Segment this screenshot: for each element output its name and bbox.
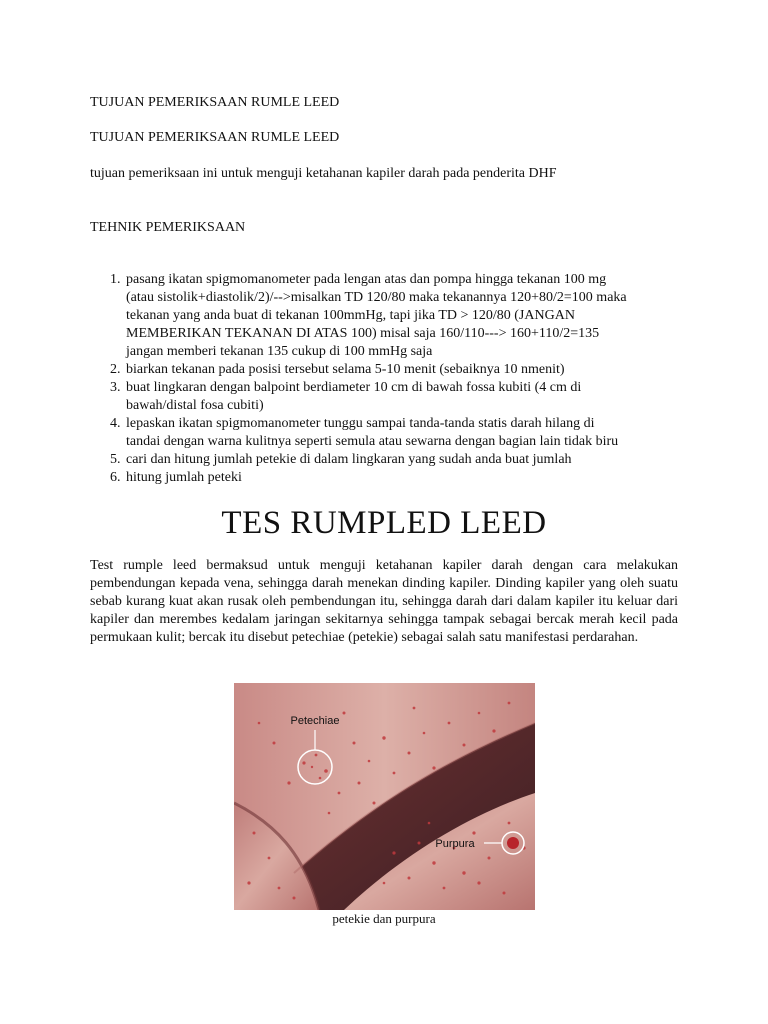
step-line: (atau sistolik+diastolik/2)/-->misalkan TD 120/80 maka tekanannya 120+80/2=100 maka <box>126 290 627 305</box>
step-line: pasang ikatan spigmomanometer pada lengan atas dan pompa hingga tekanan 100 mg <box>126 272 607 287</box>
figure-caption: petekie dan purpura <box>332 911 436 926</box>
technique-step <box>90 379 678 415</box>
document-title: TES RUMPLED LEED <box>221 505 547 541</box>
heading-tujuan-2: TUJUAN PEMERIKSAAN RUMLE LEED <box>90 130 340 145</box>
technique-steps-list <box>90 271 678 487</box>
step-number: 6. <box>110 470 121 485</box>
step-line: biarkan tekanan pada posisi tersebut selama 5-10 menit (sebaiknya 10 nmenit) <box>126 362 565 377</box>
step-line: cari dan hitung jumlah petekie di dalam lingkaran yang sudah anda buat jumlah <box>126 452 572 467</box>
petechiae-label: Petechiae <box>290 715 340 727</box>
technique-heading: TEHNIK PEMERIKSAAN <box>90 220 246 235</box>
document-page <box>90 0 678 1024</box>
step-line: jangan memberi tekanan 135 cukup di 100 mmHg saja <box>126 344 433 359</box>
heading-tujuan-1: TUJUAN PEMERIKSAAN RUMLE LEED <box>90 95 340 110</box>
technique-step <box>90 415 678 451</box>
petechiae-purpura-photo <box>234 683 535 910</box>
step-line: lepaskan ikatan spigmomanometer tunggu sampai tanda-tanda statis darah hilang di <box>126 416 595 431</box>
technique-step <box>90 451 678 469</box>
step-number: 5. <box>110 452 121 467</box>
step-line: MEMBERIKAN TEKANAN DI ATAS 100) misal saja 160/110---> 160+110/2=135 <box>126 326 600 341</box>
technique-step <box>90 361 678 379</box>
step-number: 2. <box>110 362 121 377</box>
step-number: 4. <box>110 416 121 431</box>
step-number: 3. <box>110 380 121 395</box>
step-line: tandai dengan warna kulitnya seperti semula atau sewarna dengan bagian lain tidak biru <box>126 434 619 449</box>
step-number: 1. <box>110 272 121 287</box>
technique-step <box>90 271 678 361</box>
body-paragraph: Test rumple leed bermaksud untuk menguji ketahanan kapiler darah dengan cara melakukan pembendungan kepada vena, sehingga darah menekan dinding kapiler. Dinding kapiler yang oleh suatu sebab kurang kuat akan rusak oleh pembendungan itu, sehingga darah dari dalam kapiler itu keluar dari kapiler dan merembes kedalam jaringan sekitarnya sehingga tampak sebagai bercak merah kecil pada permukaan kulit; bercak itu disebut petechiae (petekie) sebagai salah satu manifestasi perdarahan. <box>90 558 678 645</box>
step-line: bawah/distal fosa cubiti) <box>126 398 264 413</box>
technique-step <box>90 469 678 487</box>
purpose-text: tujuan pemeriksaan ini untuk menguji ketahanan kapiler darah pada penderita DHF <box>90 166 557 181</box>
step-line: tekanan yang anda buat di tekanan 100mmHg, tapi jika TD > 120/80 (JANGAN <box>126 308 575 323</box>
step-line: hitung jumlah peteki <box>126 470 242 485</box>
step-line: buat lingkaran dengan balpoint berdiameter 10 cm di bawah fossa kubiti (4 cm di <box>126 380 582 395</box>
purpura-label: Purpura <box>435 838 475 850</box>
